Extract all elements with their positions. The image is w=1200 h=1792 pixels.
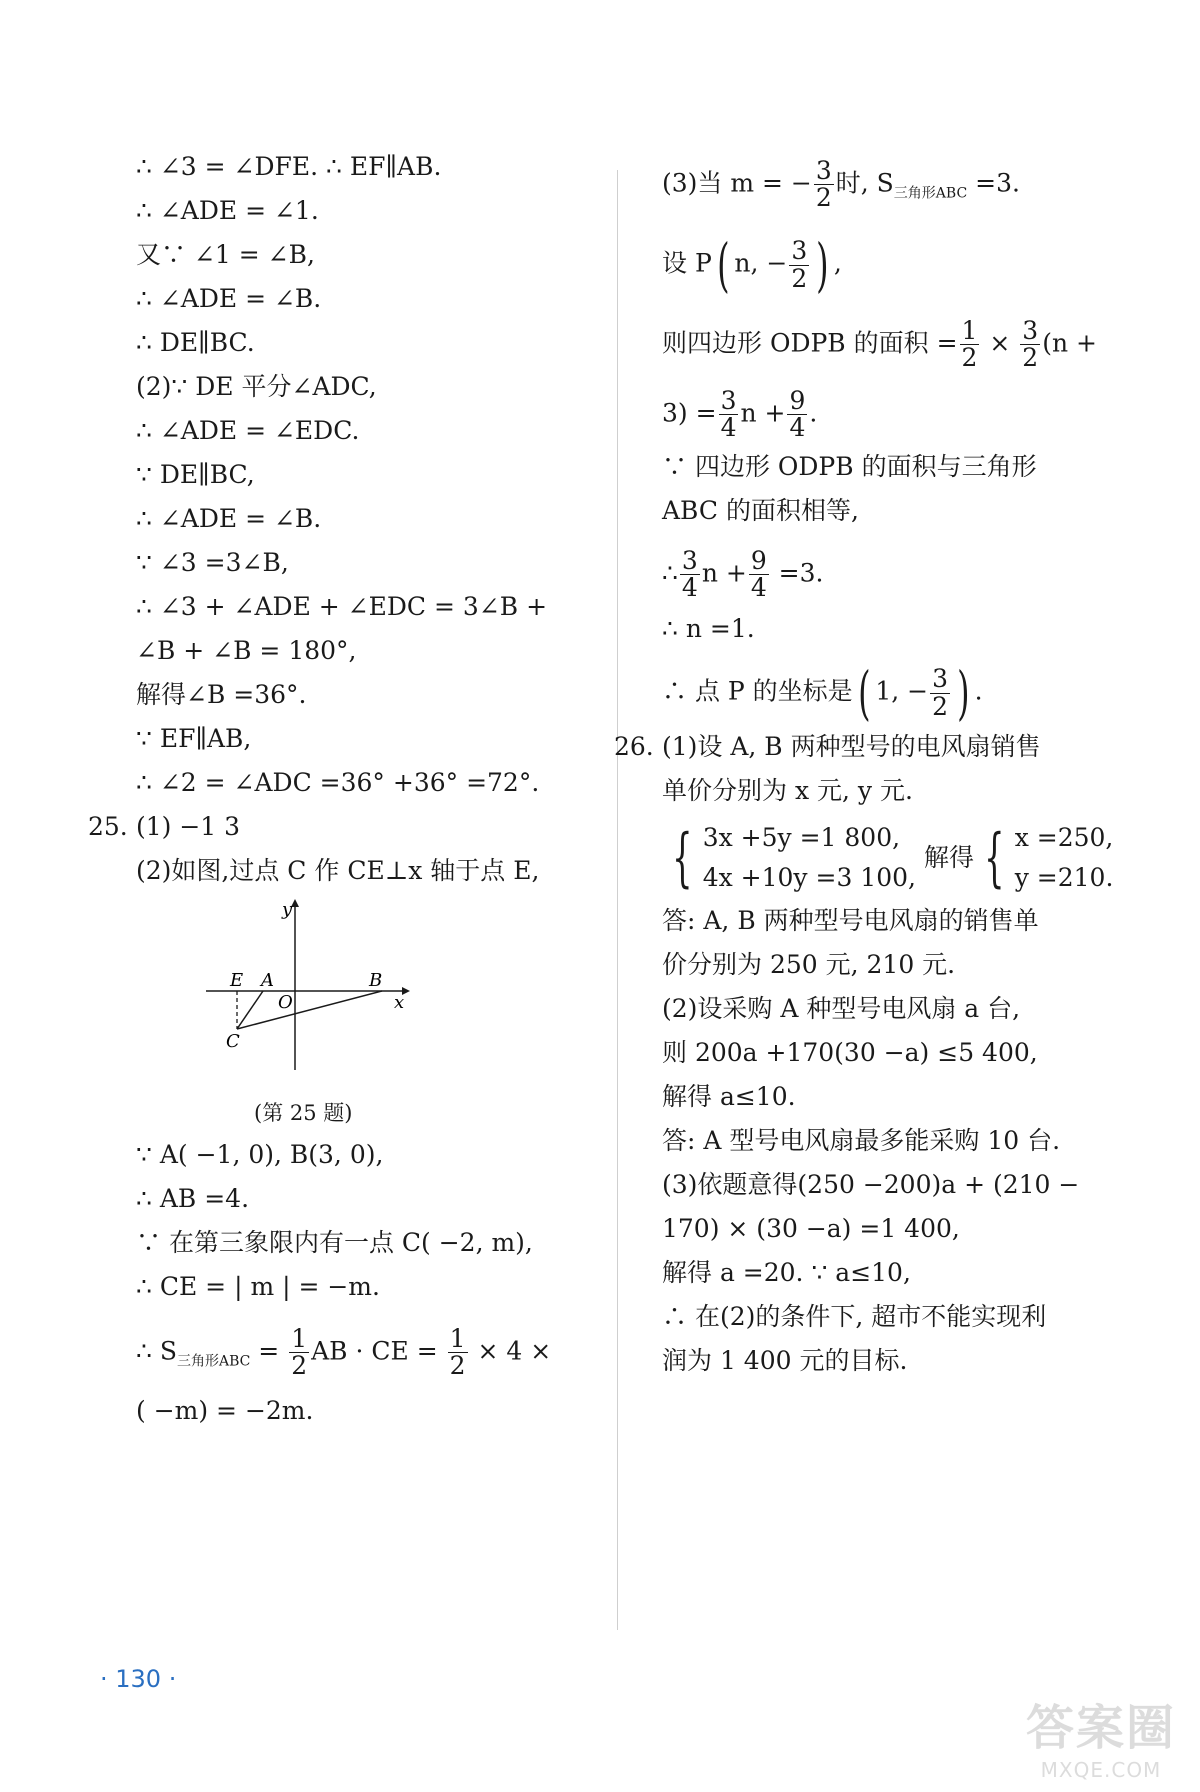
text-line: 答: A, B 两种型号电风扇的销售单	[662, 906, 1039, 935]
denominator: 2	[961, 343, 978, 373]
text-line: ∴ CE = | m | = −m.	[136, 1272, 380, 1301]
text-line: 170) × (30 −a) =1 400,	[662, 1214, 960, 1243]
text-fragment: .	[809, 398, 818, 428]
text-line: ∵ A( −1, 0), B(3, 0),	[136, 1140, 384, 1169]
numerator: 3	[932, 664, 948, 694]
solution: y =210.	[1014, 863, 1114, 892]
text-line: ∠B + ∠B = 180°,	[136, 636, 357, 665]
text-line	[662, 158, 1020, 212]
text-line: 单价分别为 x 元, y 元.	[662, 776, 913, 805]
equation: 4x +10y =3 100,	[702, 863, 916, 892]
text-line: ∵ 四边形 ODPB 的面积与三角形	[662, 452, 1037, 481]
text-fragment: =3.	[770, 558, 824, 588]
left-paren: (	[716, 231, 730, 299]
question-number: 26.	[614, 732, 654, 761]
denominator: 2	[1022, 343, 1039, 373]
denominator: 4	[750, 573, 767, 603]
text-fragment: n +	[740, 398, 786, 428]
fraction	[749, 548, 769, 602]
equation-system	[662, 818, 1113, 898]
text-fragment: 时, S	[835, 168, 894, 198]
text-line: 解得∠B =36°.	[136, 680, 307, 709]
subscript: 三角形ABC	[176, 1353, 251, 1370]
text-line: 答: A 型号电风扇最多能采购 10 台.	[662, 1126, 1061, 1155]
text-line: ∴ ∠ADE = ∠B.	[136, 504, 322, 533]
solve-label: 解得	[923, 843, 974, 872]
text-line	[662, 388, 817, 442]
text-line: ∴ DE∥BC.	[136, 328, 255, 357]
fraction	[960, 318, 980, 372]
text-fragment: ∴ 点 P 的坐标是	[662, 676, 853, 706]
equation: 3x +5y =1 800,	[702, 823, 901, 852]
text-line: ∴ ∠ADE = ∠EDC.	[136, 416, 360, 445]
text-fragment: .	[974, 676, 983, 706]
text-line: (2)设采购 A 种型号电风扇 a 台,	[662, 994, 1021, 1023]
text-line: 则 200a +170(30 −a) ≤5 400,	[662, 1038, 1038, 1067]
text-line: (3)依题意得(250 −200)a + (210 −	[662, 1170, 1080, 1199]
fraction	[1020, 318, 1040, 372]
fraction	[814, 158, 834, 212]
numerator: 9	[750, 546, 767, 575]
text-fragment: ×	[981, 328, 1019, 358]
column-divider	[617, 170, 618, 1630]
numerator: 3	[720, 386, 737, 415]
numerator: 3	[815, 156, 832, 185]
solution: x =250,	[1014, 823, 1114, 852]
text-fragment: (3)当 m = −	[662, 168, 812, 198]
text-line: 又∵ ∠1 = ∠B,	[136, 240, 315, 269]
text-line	[662, 318, 1097, 372]
denominator: 2	[791, 263, 808, 293]
numerator: 3	[1022, 316, 1039, 345]
numerator: 9	[789, 386, 806, 415]
denominator: 4	[720, 413, 737, 443]
numerator: 3	[681, 546, 698, 575]
text-fragment: =3.	[967, 168, 1020, 198]
text-fragment: 则四边形 ODPB 的面积 =	[662, 328, 958, 358]
numerator: 1	[961, 316, 978, 345]
text-fragment: ,	[833, 248, 842, 278]
answer-line: (1) −1 3	[136, 812, 241, 841]
text-line: (2)∵ DE 平分∠ADC,	[136, 372, 377, 401]
left-brace: {	[672, 821, 693, 895]
text-line: ∴ n =1.	[662, 614, 755, 643]
text-line	[662, 231, 842, 299]
text-fragment: AB · CE =	[311, 1336, 446, 1366]
text-line: 价分别为 250 元, 210 元.	[662, 950, 956, 979]
watermark-url: MXQE.COM	[1040, 1758, 1162, 1782]
denominator: 4	[789, 413, 806, 443]
point-label-E: E	[230, 970, 244, 991]
numerator: 1	[449, 1324, 466, 1353]
question-number: 25.	[88, 812, 128, 841]
numerator: 1	[291, 1324, 308, 1353]
text-line: ∵ EF∥AB,	[136, 724, 252, 753]
fraction	[787, 388, 807, 442]
denominator: 2	[932, 691, 948, 721]
text-line: ∴ ∠3 + ∠ADE + ∠EDC = 3∠B +	[136, 592, 548, 621]
fraction	[289, 1326, 309, 1380]
text-line: (2)如图,过点 C 作 CE⊥x 轴于点 E,	[136, 856, 540, 885]
fraction	[719, 388, 739, 442]
text-line: ABC 的面积相等,	[662, 496, 859, 525]
system-right	[1015, 818, 1114, 898]
point-label-O: O	[278, 992, 293, 1013]
point-label-C: C	[226, 1031, 240, 1052]
denominator: 2	[449, 1351, 466, 1381]
text-fragment: 3) =	[662, 398, 717, 428]
text-line: ∵ DE∥BC,	[136, 460, 255, 489]
text-fragment: n, −	[734, 248, 788, 278]
text-line: ∴ AB =4.	[136, 1184, 250, 1213]
fraction	[789, 238, 809, 292]
text-line: ∴ ∠3 = ∠DFE. ∴ EF∥AB.	[136, 152, 442, 181]
x-axis-label: x	[394, 992, 405, 1013]
fraction	[448, 1326, 468, 1380]
coordinate-figure	[204, 895, 424, 1075]
text-line: ∴ ∠ADE = ∠1.	[136, 196, 319, 225]
text-fragment: 1, −	[875, 676, 929, 706]
y-axis-label: y	[282, 899, 293, 920]
text-fragment: ∴	[662, 558, 678, 588]
text-line: ∴ ∠ADE = ∠B.	[136, 284, 322, 313]
point-label-A: A	[261, 970, 274, 991]
left-paren: (	[857, 659, 871, 727]
text-line: ∴ 在(2)的条件下, 超市不能实现利	[662, 1302, 1047, 1331]
text-line: ( −m) = −2m.	[136, 1396, 314, 1425]
text-fragment: (n +	[1042, 328, 1097, 358]
text-line: ∵ 在第三象限内有一点 C( −2, m),	[136, 1228, 533, 1257]
numerator: 3	[791, 236, 808, 266]
watermark-text: 答案圈	[1025, 1700, 1176, 1756]
right-paren: )	[816, 231, 829, 299]
text-line	[662, 659, 983, 727]
right-paren: )	[957, 659, 970, 727]
text-fragment: 设 P	[662, 248, 712, 278]
system-left	[703, 818, 916, 898]
text-fragment: n +	[701, 558, 747, 588]
text-line	[662, 548, 823, 602]
figure-caption: (第 25 题)	[254, 1101, 353, 1125]
denominator: 2	[291, 1351, 308, 1381]
text-fragment: × 4 ×	[469, 1336, 552, 1366]
text-fragment: ∴ S	[136, 1336, 177, 1366]
text-line: 润为 1 400 元的目标.	[662, 1346, 908, 1375]
subscript: 三角形ABC	[893, 185, 968, 202]
area-formula-line	[136, 1326, 551, 1380]
text-line: 解得 a≤10.	[662, 1082, 796, 1111]
fraction	[680, 548, 700, 602]
text-line: 解得 a =20. ∵ a≤10,	[662, 1258, 911, 1287]
page-number: · 130 ·	[100, 1665, 177, 1693]
left-brace: {	[984, 821, 1005, 895]
point-label-B: B	[369, 970, 383, 991]
text-fragment: =	[250, 1336, 288, 1366]
text-line: ∵ ∠3 =3∠B,	[136, 548, 289, 577]
watermark-logo	[1026, 1689, 1176, 1782]
text-line: ∴ ∠2 = ∠ADC =36° +36° =72°.	[136, 768, 540, 797]
text-line: (1)设 A, B 两种型号的电风扇销售	[662, 732, 1041, 761]
denominator: 2	[815, 183, 832, 213]
fraction	[930, 666, 950, 720]
denominator: 4	[681, 573, 698, 603]
